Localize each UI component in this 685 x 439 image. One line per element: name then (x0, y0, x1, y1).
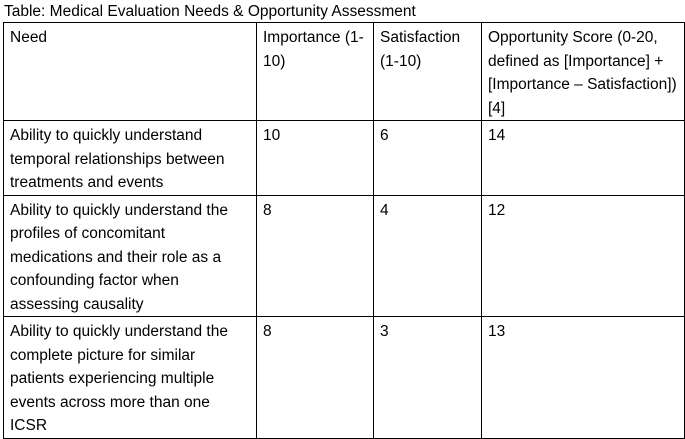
satisfaction-cell: 4 (374, 195, 482, 317)
table-row (4, 317, 685, 439)
need-cell: Ability to quickly understand temporal relationships between treatments and events (4, 121, 257, 196)
needs-assessment-table (3, 22, 685, 439)
table-header-row (4, 23, 685, 121)
header-need: Need (4, 23, 257, 121)
table-row (4, 195, 685, 317)
table-caption: Table: Medical Evaluation Needs & Opportunity Assessment (4, 3, 416, 20)
need-cell: Ability to quickly understand the complete picture for similar patients experiencing multiple events across more than one ICSR (4, 317, 257, 439)
opportunity-cell: 14 (482, 121, 685, 196)
importance-cell: 8 (257, 195, 374, 317)
importance-cell: 8 (257, 317, 374, 439)
opportunity-cell: 12 (482, 195, 685, 317)
header-importance: Importance (1-10) (257, 23, 374, 121)
header-opportunity-score: Opportunity Score (0-20, defined as [Importance] + [Importance – Satisfaction]) [4] (482, 23, 685, 121)
satisfaction-cell: 6 (374, 121, 482, 196)
header-satisfaction: Satisfaction (1-10) (374, 23, 482, 121)
need-cell: Ability to quickly understand the profiles of concomitant medications and their role as a confounding factor when assessing causality (4, 195, 257, 317)
table-row (4, 121, 685, 196)
opportunity-cell: 13 (482, 317, 685, 439)
importance-cell: 10 (257, 121, 374, 196)
satisfaction-cell: 3 (374, 317, 482, 439)
